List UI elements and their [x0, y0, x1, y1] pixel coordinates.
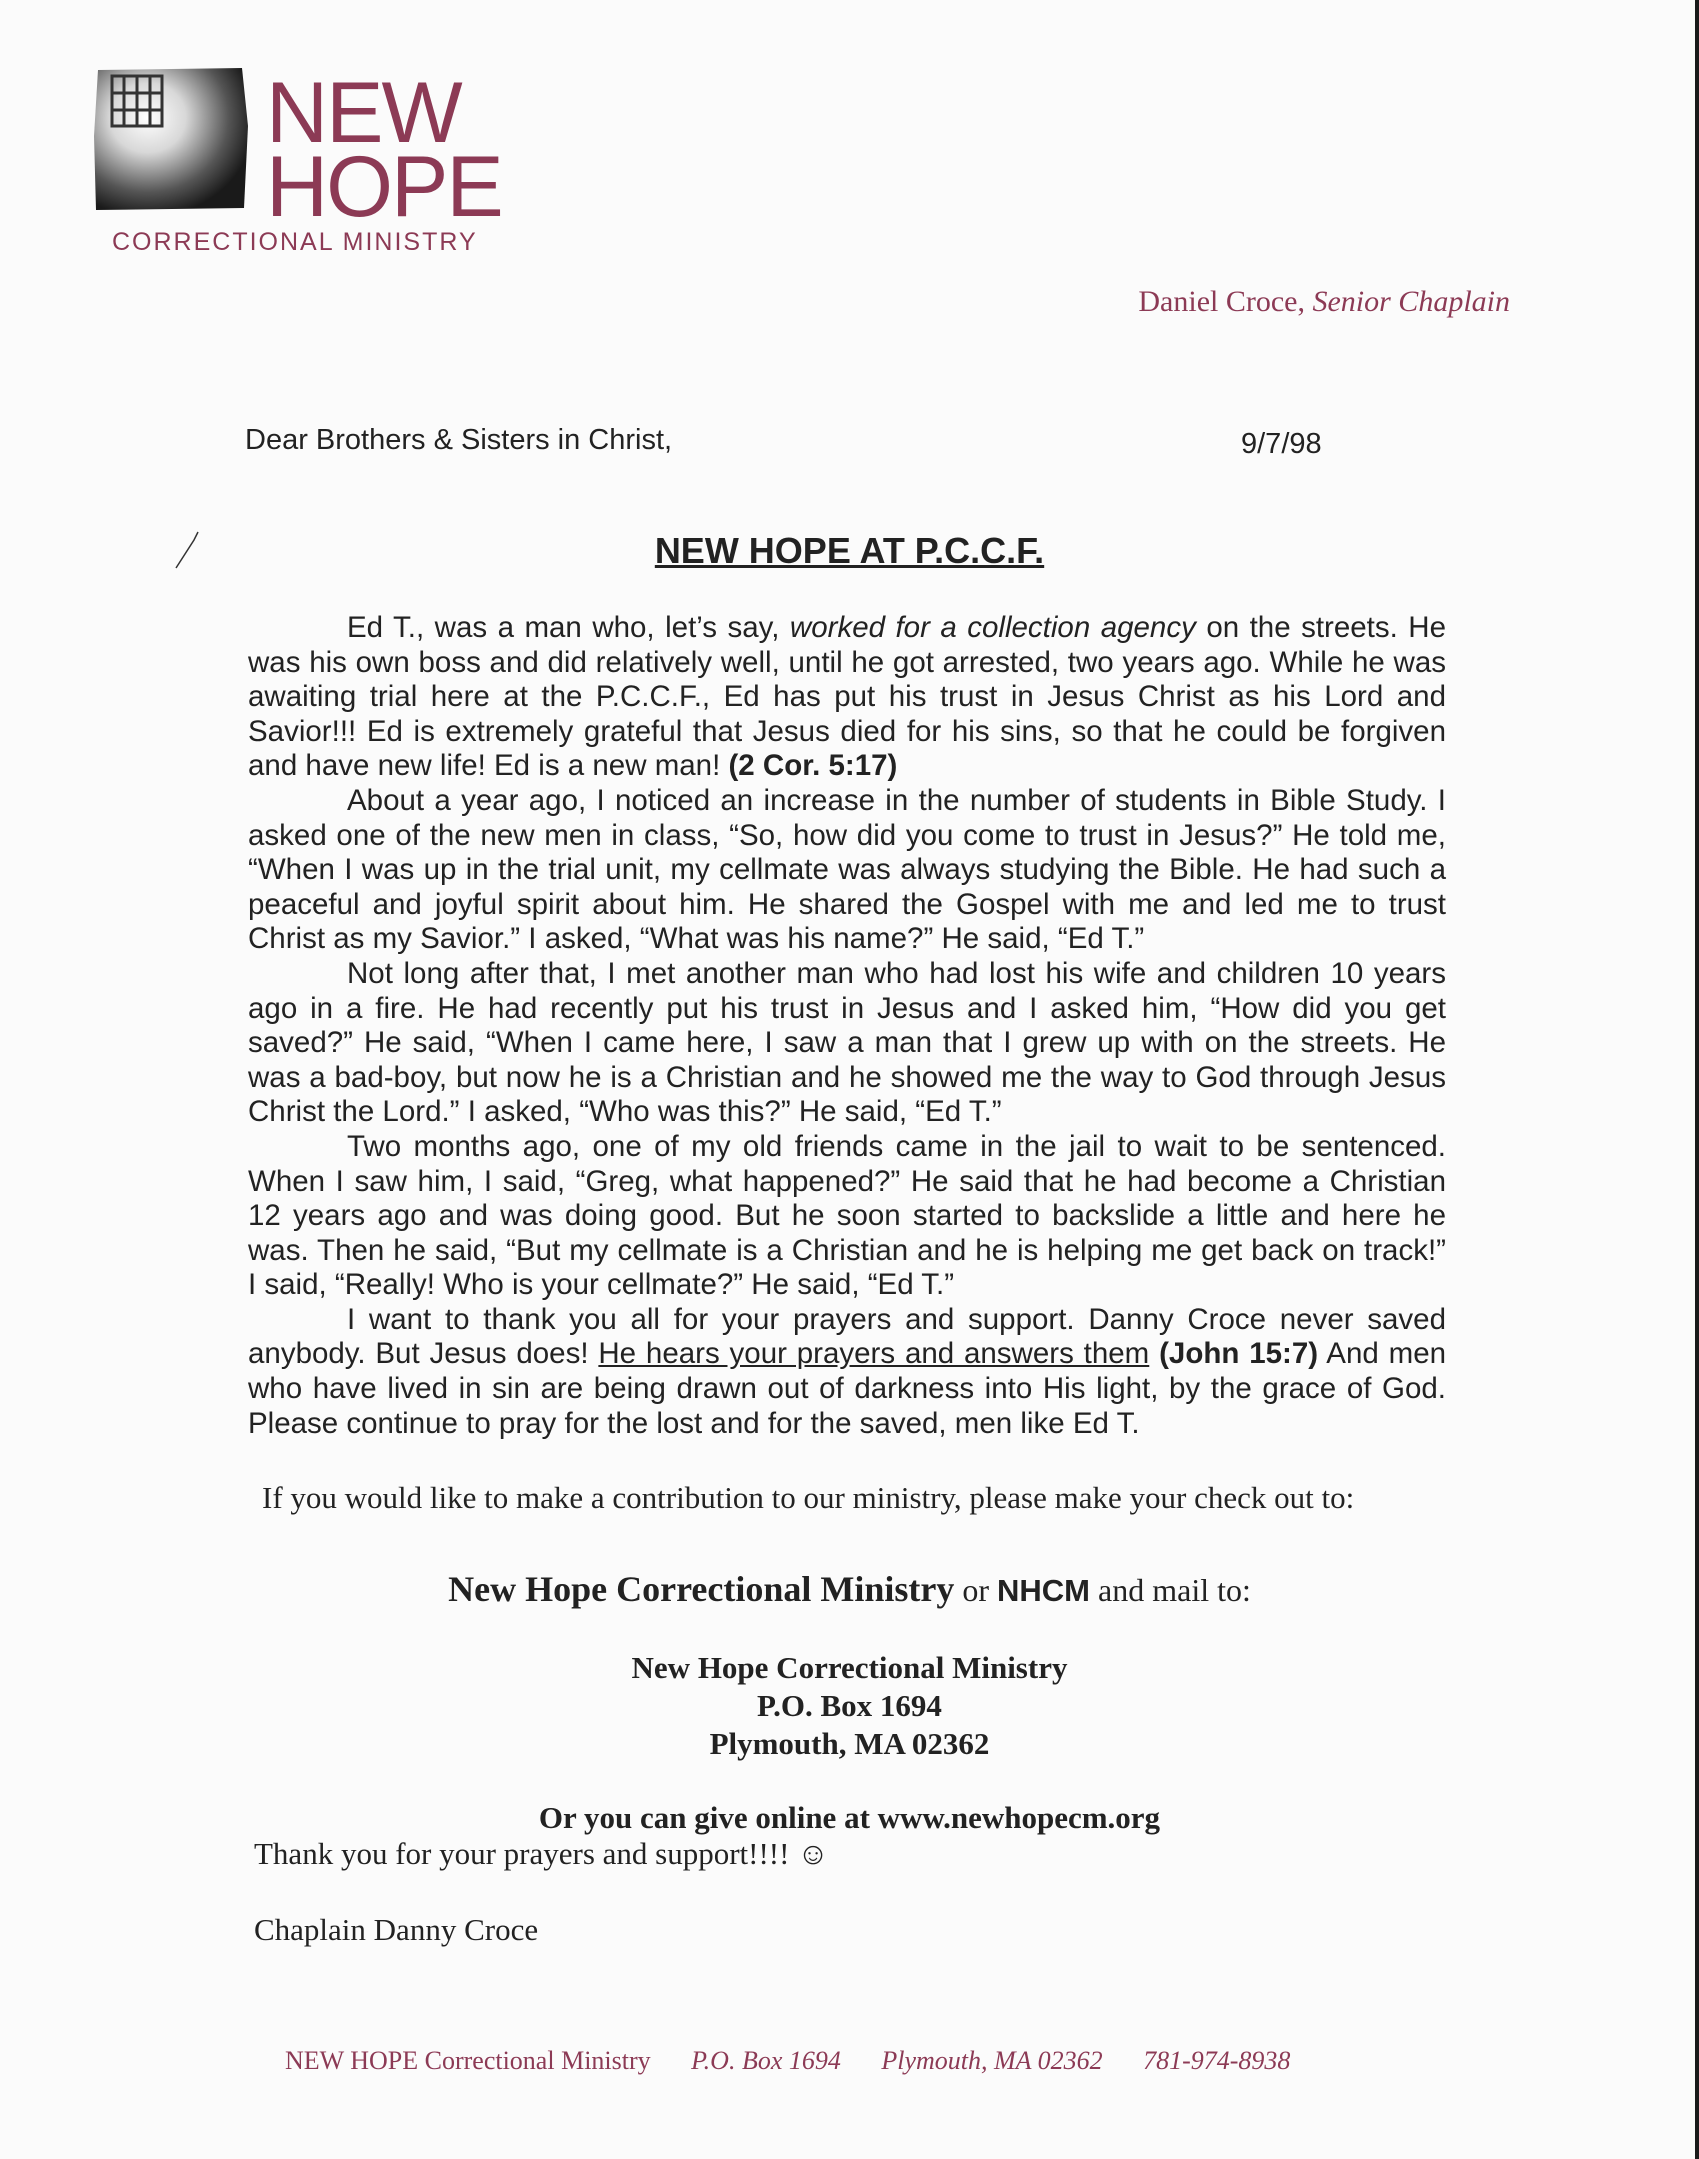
signature: Chaplain Danny Croce — [254, 1912, 539, 1947]
p5-space — [1149, 1337, 1159, 1370]
contribution-text: If you would like to make a contribution to our ministry, please make your check out to: — [262, 1480, 1355, 1515]
footer-phone: 781-974-8938 — [1143, 2046, 1291, 2075]
logo-wordmark-new: NEW — [266, 65, 461, 161]
p1-emphasis: worked for a collection agency — [789, 611, 1196, 644]
payee-mail: and mail to: — [1090, 1572, 1251, 1608]
address-line: P.O. Box 1694 — [757, 1688, 942, 1723]
paragraph-4: Two months ago, one of my old friends came in the jail to wait to be sentenced. When I saw him, I said, “Greg, what happened?” He said that he had become a Christian 12 years ago and was doing good. But he soon started to backslide a little and here he was. Then he said, “But my cellmate is a Christian and he is helping me get back on track!” I said, “Really! Who is your cellmate?” He said, “Ed T.” — [248, 1129, 1446, 1302]
scripture-reference: (John 15:7) — [1159, 1337, 1319, 1371]
mailing-address — [0, 1649, 1699, 1763]
payee-name: New Hope Correctional Ministry — [448, 1569, 955, 1609]
paragraph-2: About a year ago, I noticed an increase in the number of students in Bible Study. I asked one of the new men in class, “So, how did you come to trust in Jesus?” He told me, “When I was up in the trial unit, my cellmate was always studying the Bible. He had such a peaceful and joyful spirit about him. He shared the Gospel with me and led me to trust Christ as my Savior.” I asked, “What was his name?” He said, “Ed T.” — [248, 783, 1446, 956]
logo-subtitle: CORRECTIONAL MINISTRY — [112, 228, 478, 256]
chaplain-name: Daniel Croce, — [1138, 285, 1305, 318]
p1-text-a: Ed T., was a man who, let’s say, — [347, 611, 790, 644]
paragraph-5 — [248, 1303, 1446, 1441]
address-line: Plymouth, MA 02362 — [709, 1726, 990, 1761]
p5-text-a: I want to thank you all for your prayers and support. Danny Croce never saved anybody. But Jesus does! — [248, 1302, 1446, 1371]
chaplain-title: Senior Chaplain — [1312, 285, 1510, 318]
p5-underlined: He hears your prayers and answers them — [598, 1337, 1150, 1371]
chaplain-line — [1000, 285, 1510, 319]
footer-org: NEW HOPE Correctional Ministry — [285, 2046, 651, 2075]
p5-text-b: And men who have lived in sin are being drawn out of darkness into His light, by the grace of God. Please continue to pray for the lost and for the saved, men like Ed T. — [248, 1337, 1447, 1440]
footer-box: P.O. Box 1694 — [691, 2046, 841, 2075]
paragraph-1 — [248, 611, 1446, 784]
address-line: New Hope Correctional Ministry — [631, 1650, 1068, 1685]
logo-wordmark-hope: HOPE — [266, 139, 502, 235]
letter-date: 9/7/98 — [1241, 428, 1322, 460]
payee-line — [0, 1568, 1699, 1610]
letter-body — [248, 611, 1446, 1441]
payee-abbr: NHCM — [997, 1573, 1091, 1608]
payee-or: or — [954, 1572, 998, 1608]
online-giving: Or you can give online at www.newhopecm.org — [538, 1800, 1161, 1835]
jail-window-light-icon — [92, 66, 250, 212]
footer — [285, 2046, 1324, 2076]
salutation: Dear Brothers & Sisters in Christ, — [245, 424, 673, 456]
thank-you-line: Thank you for your prayers and support!!!! ☺ — [254, 1836, 829, 1871]
letter-heading: NEW HOPE AT P.C.C.F. — [654, 530, 1045, 571]
footer-city: Plymouth, MA 02362 — [881, 2046, 1103, 2075]
paragraph-3: Not long after that, I met another man who had lost his wife and children 10 years ago in a fire. He had recently put his trust in Jesus and I asked him, “How did you get saved?” He said, “When I came here, I saw a man that I grew up with on the streets. He was a bad-boy, but now he is a Christian and he showed me the way to God through Jesus Christ the Lord.” I asked, “Who was this?” He said, “Ed T.” — [248, 956, 1446, 1129]
scripture-reference: (2 Cor. 5:17) — [728, 749, 898, 783]
p1-text-b: on the streets. He was his own boss and did relatively well, until he got arrested, two years ago. While he was awaiting trial here at the P.C.C.F., Ed has put his trust in Jesus Christ as his Lord and Savior!!! Ed is extremely grateful that Jesus died for his sins, so that he could be forgiven and have new life! Ed is a new man! — [248, 611, 1446, 783]
